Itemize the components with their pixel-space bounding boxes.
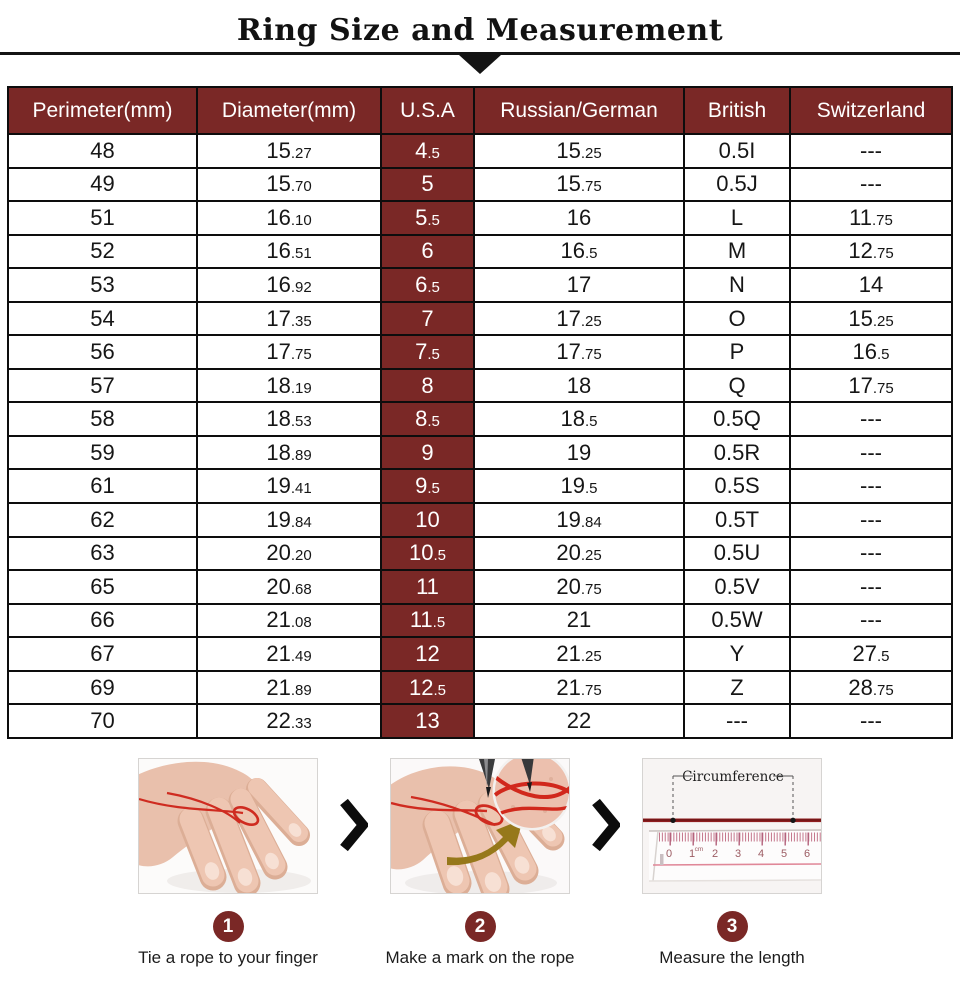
table-cell: 53	[8, 268, 197, 302]
ruler-icon	[643, 759, 822, 894]
column-header: Diameter(mm)	[197, 87, 381, 134]
table-cell: O	[684, 302, 790, 336]
table-cell: N	[684, 268, 790, 302]
table-cell: 13	[381, 704, 474, 738]
table-cell: 59	[8, 436, 197, 470]
table-row	[8, 235, 952, 269]
table-cell: 6	[381, 235, 474, 269]
table-cell: 16.10	[197, 201, 381, 235]
table-row	[8, 369, 952, 403]
table-cell: 18.53	[197, 402, 381, 436]
table-cell: ---	[790, 570, 952, 604]
table-cell: 5	[381, 168, 474, 202]
step-caption: Measure the length	[659, 948, 805, 967]
down-triangle-icon	[459, 55, 501, 74]
table-row	[8, 402, 952, 436]
table-cell: 11.5	[381, 604, 474, 638]
table-cell: 58	[8, 402, 197, 436]
table-cell: Z	[684, 671, 790, 705]
table-cell: 56	[8, 335, 197, 369]
column-header: Russian/German	[474, 87, 684, 134]
table-cell: L	[684, 201, 790, 235]
table-cell: 15.25	[790, 302, 952, 336]
table-row	[8, 469, 952, 503]
table-cell: 8.5	[381, 402, 474, 436]
table-cell: 17.75	[197, 335, 381, 369]
table-cell: M	[684, 235, 790, 269]
table-cell: 15.75	[474, 168, 684, 202]
table-cell: 17.35	[197, 302, 381, 336]
table-cell: 22.33	[197, 704, 381, 738]
table-cell: 62	[8, 503, 197, 537]
table-cell: 7.5	[381, 335, 474, 369]
table-cell: 70	[8, 704, 197, 738]
table-row	[8, 537, 952, 571]
table-cell: 8	[381, 369, 474, 403]
table-cell: 18.89	[197, 436, 381, 470]
table-cell: 49	[8, 168, 197, 202]
table-cell: 21.08	[197, 604, 381, 638]
column-header: Switzerland	[790, 87, 952, 134]
ruler-tick-label: 6	[803, 848, 811, 860]
table-cell: ---	[790, 537, 952, 571]
table-row	[8, 335, 952, 369]
table-cell: 12	[381, 637, 474, 671]
step-caption: Tie a rope to your finger	[138, 948, 318, 967]
table-cell: 27.5	[790, 637, 952, 671]
table-cell: 9.5	[381, 469, 474, 503]
table-cell: 10	[381, 503, 474, 537]
table-row	[8, 671, 952, 705]
step2-photo-mark-rope	[390, 758, 570, 894]
title-divider	[0, 52, 960, 55]
table-cell: 63	[8, 537, 197, 571]
table-cell: 20.20	[197, 537, 381, 571]
table-cell: 15.25	[474, 134, 684, 168]
table-cell: ---	[790, 402, 952, 436]
table-header	[8, 87, 952, 134]
ruler-tick-label: 4	[757, 848, 765, 860]
table-cell: 21.25	[474, 637, 684, 671]
table-cell: 19.84	[197, 503, 381, 537]
table-cell: 0.5I	[684, 134, 790, 168]
table-cell: P	[684, 335, 790, 369]
table-cell: 0.5J	[684, 168, 790, 202]
table-row	[8, 268, 952, 302]
table-cell: 10.5	[381, 537, 474, 571]
table-cell: 18.5	[474, 402, 684, 436]
page-title: Ring Size and Measurement	[236, 13, 724, 48]
table-cell: 48	[8, 134, 197, 168]
table-cell: 16.5	[790, 335, 952, 369]
ruler-tick-label: 5	[780, 848, 788, 860]
table-cell: 16.5	[474, 235, 684, 269]
table-cell: 17	[474, 268, 684, 302]
table-cell: ---	[684, 704, 790, 738]
table-cell: 16	[474, 201, 684, 235]
table-cell: 4.5	[381, 134, 474, 168]
table-cell: 22	[474, 704, 684, 738]
table-cell: 0.5R	[684, 436, 790, 470]
table-cell: 67	[8, 637, 197, 671]
table-row	[8, 570, 952, 604]
table-cell: 20.25	[474, 537, 684, 571]
table-cell: 17.25	[474, 302, 684, 336]
table-cell: 15.70	[197, 168, 381, 202]
table-header-row	[8, 87, 952, 134]
table-cell: 17.75	[474, 335, 684, 369]
ruler-tick-label: 1	[688, 848, 696, 860]
table-body	[8, 134, 952, 738]
table-cell: 0.5T	[684, 503, 790, 537]
table-cell: 69	[8, 671, 197, 705]
table-cell: 7	[381, 302, 474, 336]
step-tie-rope	[126, 758, 330, 968]
chevron-right-icon	[592, 798, 620, 857]
step-measure-length	[630, 758, 834, 968]
table-row	[8, 503, 952, 537]
table-cell: 0.5Q	[684, 402, 790, 436]
table-cell: 65	[8, 570, 197, 604]
hand-with-rope-icon	[139, 759, 318, 894]
table-cell: ---	[790, 503, 952, 537]
table-cell: 16.51	[197, 235, 381, 269]
table-cell: ---	[790, 604, 952, 638]
table-cell: 18	[474, 369, 684, 403]
chevron-right-icon	[340, 798, 368, 857]
column-header: Perimeter(mm)	[8, 87, 197, 134]
table-cell: 0.5W	[684, 604, 790, 638]
table-cell: 20.68	[197, 570, 381, 604]
table-cell: 18.19	[197, 369, 381, 403]
table-cell: 6.5	[381, 268, 474, 302]
table-cell: 57	[8, 369, 197, 403]
table-row	[8, 436, 952, 470]
table-cell: 11.75	[790, 201, 952, 235]
table-cell: ---	[790, 436, 952, 470]
table-cell: 19.41	[197, 469, 381, 503]
table-cell: 12.5	[381, 671, 474, 705]
step-number-badge: 3	[717, 911, 748, 942]
table-cell: 54	[8, 302, 197, 336]
table-cell: 9	[381, 436, 474, 470]
table-cell: ---	[790, 704, 952, 738]
table-cell: 66	[8, 604, 197, 638]
table-cell: 20.75	[474, 570, 684, 604]
ring-size-table	[7, 86, 953, 739]
step-number-badge: 2	[465, 911, 496, 942]
table-cell: 19.5	[474, 469, 684, 503]
ruler-tick-label: 2	[711, 848, 719, 860]
table-cell: 61	[8, 469, 197, 503]
table-row	[8, 637, 952, 671]
table-cell: ---	[790, 469, 952, 503]
table-cell: 28.75	[790, 671, 952, 705]
step-caption: Make a mark on the rope	[385, 948, 575, 967]
step-mark-rope	[378, 758, 582, 968]
table-cell: 19	[474, 436, 684, 470]
step1-photo-tie-rope	[138, 758, 318, 894]
table-cell: 21	[474, 604, 684, 638]
table-row	[8, 134, 952, 168]
table-cell: 52	[8, 235, 197, 269]
table-cell: 51	[8, 201, 197, 235]
table-row	[8, 201, 952, 235]
table-cell: 0.5S	[684, 469, 790, 503]
table-cell: 21.75	[474, 671, 684, 705]
table-cell: 21.89	[197, 671, 381, 705]
table-cell: 19.84	[474, 503, 684, 537]
table-cell: 5.5	[381, 201, 474, 235]
table-cell: 16.92	[197, 268, 381, 302]
column-header: U.S.A	[381, 87, 474, 134]
table-row	[8, 704, 952, 738]
table-cell: Y	[684, 637, 790, 671]
circumference-label: Circumference	[682, 769, 784, 785]
table-cell: ---	[790, 168, 952, 202]
table-cell: 12.75	[790, 235, 952, 269]
hand-with-pen-icon	[391, 759, 570, 894]
step3-photo-measure	[642, 758, 822, 894]
ruler-body-icon	[649, 830, 822, 881]
table-cell: 21.49	[197, 637, 381, 671]
table-row	[8, 302, 952, 336]
table-cell: 11	[381, 570, 474, 604]
table-cell: 14	[790, 268, 952, 302]
table-cell: ---	[790, 134, 952, 168]
table-row	[8, 604, 952, 638]
table-cell: 0.5U	[684, 537, 790, 571]
ruler-tick-label: 3	[734, 848, 742, 860]
table-cell: 17.75	[790, 369, 952, 403]
step-number-badge: 1	[213, 911, 244, 942]
table-cell: 0.5V	[684, 570, 790, 604]
table-row	[8, 168, 952, 202]
column-header: British	[684, 87, 790, 134]
ruler-tick-label: 0	[665, 848, 673, 860]
table-cell: Q	[684, 369, 790, 403]
table-cell: 15.27	[197, 134, 381, 168]
measurement-steps	[0, 758, 960, 968]
ruler-unit-label: cm	[694, 846, 704, 853]
